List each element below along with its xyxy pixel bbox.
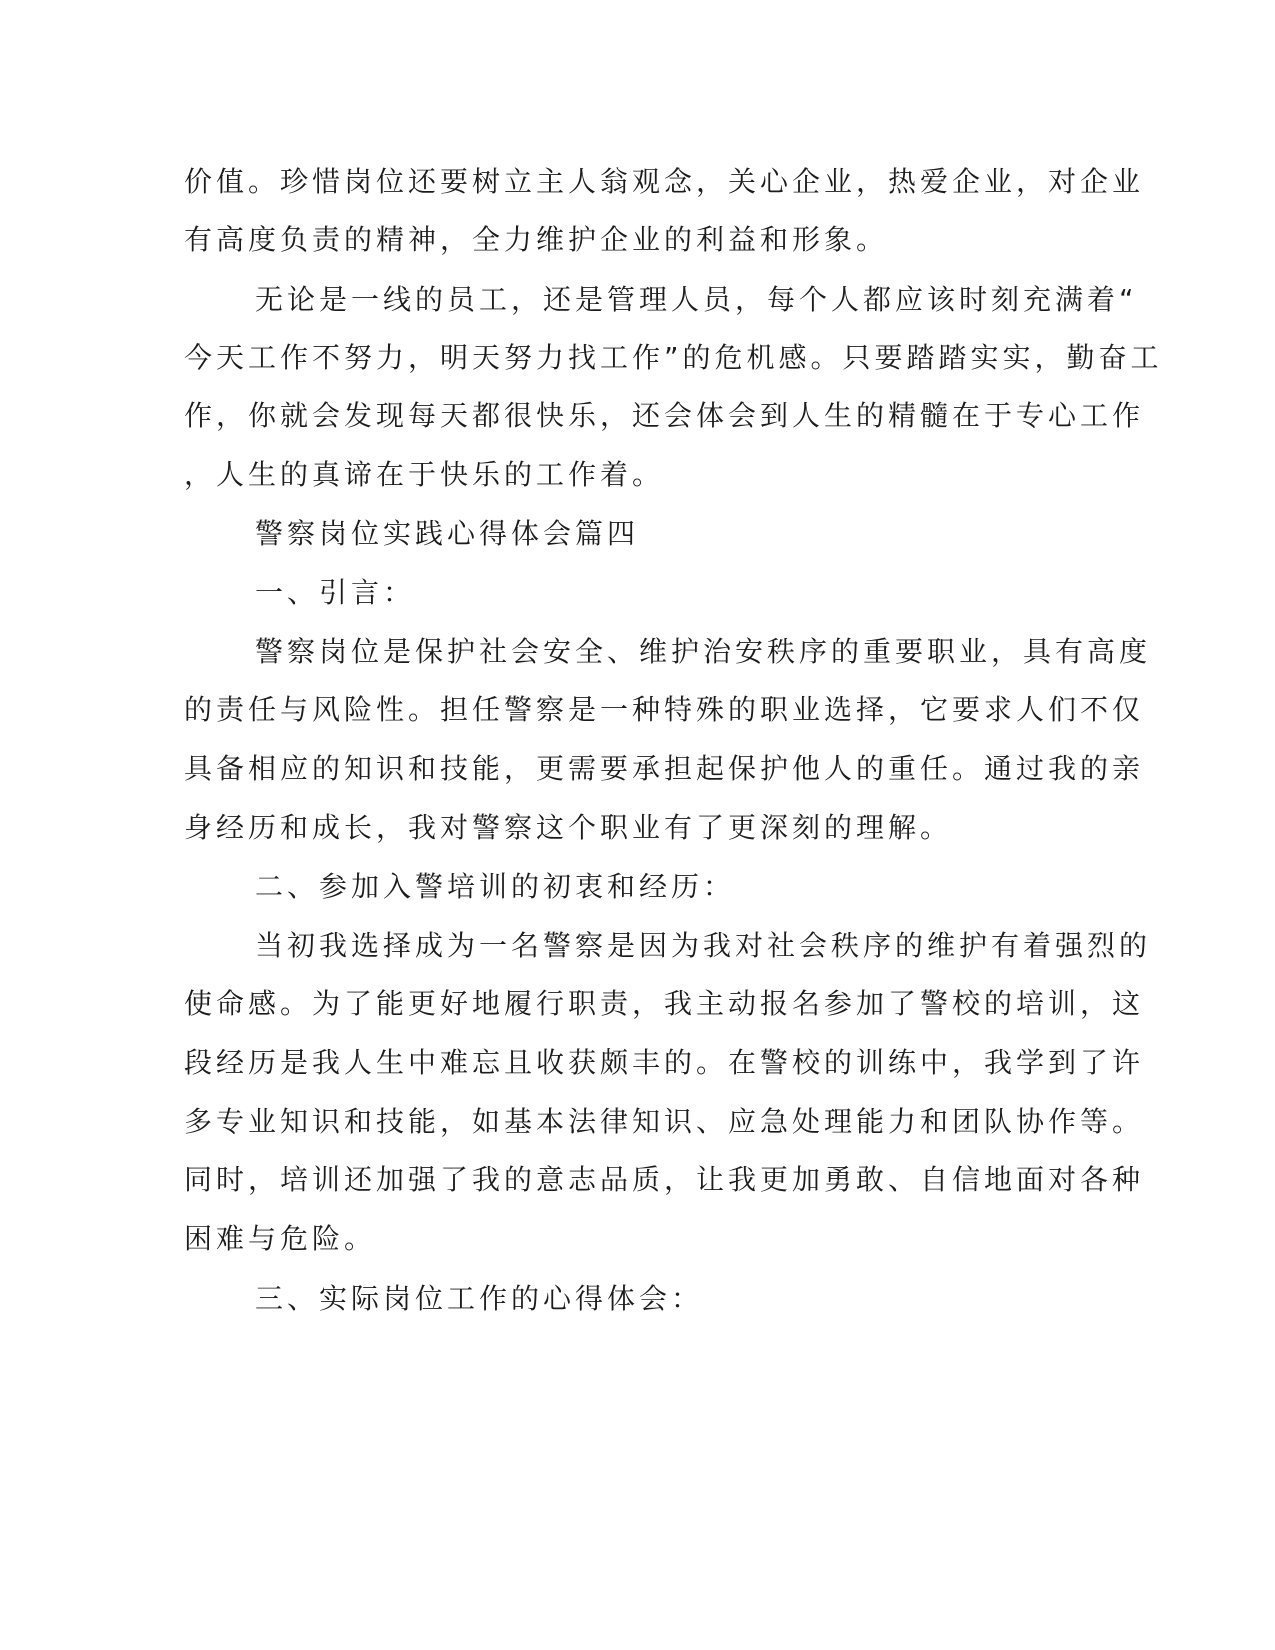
paragraph-line: 具备相应的知识和技能，更需要承担起保护他人的重任。通过我的亲 <box>184 752 1145 785</box>
paragraph-line: 使命感。为了能更好地履行职责，我主动报名参加了警校的培训，这 <box>184 987 1145 1020</box>
paragraph-line: 同时，培训还加强了我的意志品质，让我更加勇敢、自信地面对各种 <box>184 1163 1145 1196</box>
paragraph-line: 无论是一线的员工，还是管理人员，每个人都应该时刻充满着“ <box>255 283 1138 316</box>
paragraph-line: 段经历是我人生中难忘且收获颇丰的。在警校的训练中，我学到了许 <box>184 1046 1145 1079</box>
section-heading: 二、参加入警培训的初衷和经历： <box>255 870 736 903</box>
section-heading: 三、实际岗位工作的心得体会： <box>255 1282 704 1315</box>
paragraph-line: 警察岗位是保护社会安全、维护治安秩序的重要职业，具有高度 <box>255 635 1152 668</box>
paragraph-line: 困难与危险。 <box>184 1222 377 1255</box>
paragraph-line: 作，你就会发现每天都很快乐，还会体会到人生的精髓在于专心工作 <box>184 399 1145 432</box>
paragraph-line: 的责任与风险性。担任警察是一种特殊的职业选择，它要求人们不仅 <box>184 693 1145 726</box>
paragraph-line: 有高度负责的精神，全力维护企业的利益和形象。 <box>184 223 889 256</box>
paragraph-line: 多专业知识和技能，如基本法律知识、应急处理能力和团队协作等。 <box>184 1105 1145 1138</box>
section-heading: 一、引言： <box>255 576 416 609</box>
paragraph-line: 今天工作不努力，明天努力找工作”的危机感。只要踏踏实实，勤奋工 <box>184 341 1163 374</box>
section-title: 警察岗位实践心得体会篇四 <box>255 517 640 550</box>
paragraph-line: 当初我选择成为一名警察是因为我对社会秩序的维护有着强烈的 <box>255 929 1152 962</box>
paragraph-line: 身经历和成长，我对警察这个职业有了更深刻的理解。 <box>184 811 953 844</box>
paragraph-line: ，人生的真谛在于快乐的工作着。 <box>184 458 665 491</box>
paragraph-line: 价值。珍惜岗位还要树立主人翁观念，关心企业，热爱企业，对企业 <box>184 165 1145 198</box>
